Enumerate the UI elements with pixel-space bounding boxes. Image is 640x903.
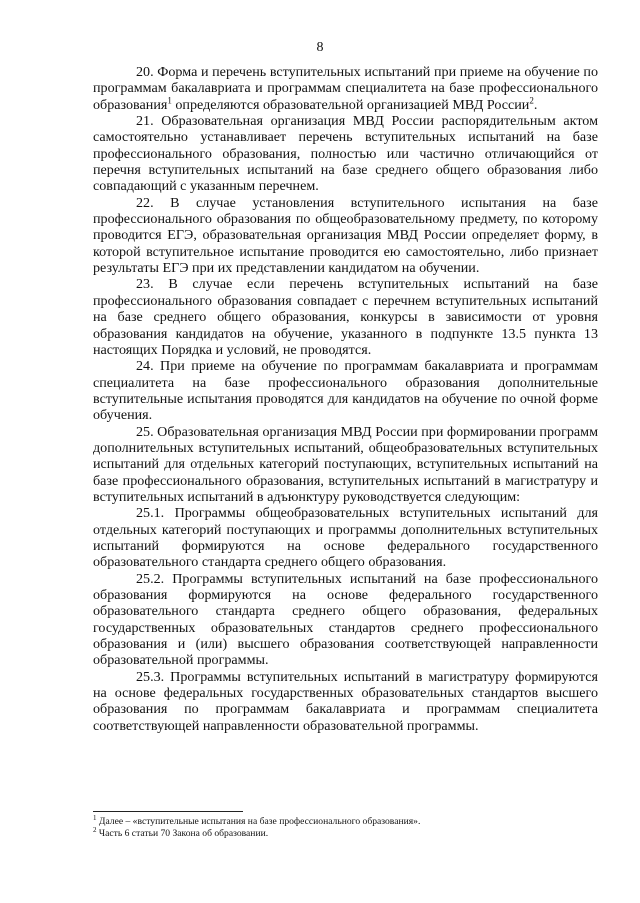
footnote-ref-2: 2 xyxy=(529,95,534,105)
paragraph-21: 21. Образовательная организация МВД России распорядительным актом самостоятельно устанавливает перечень вступительных испытаний на базе профессионального образования, полностью или частично отличающийся от перечня вступительных испытаний на базе среднего общего образования либо совпадающий с указанным перечнем. xyxy=(93,113,598,195)
paragraph-25-1: 25.1. Программы общеобразовательных вступительных испытаний для отдельных категорий поступающих и программы дополнительных вступительных испытаний формируются на основе федерального государственного образовательного стандарта среднего общего образования. xyxy=(93,505,598,571)
footnote-2: $^2$ Часть 6 статьи 70 Закона об образовании. xyxy=(93,825,269,839)
paragraph-25-2: 25.2. Программы вступительных испытаний на базе профессионального образования формируются на основе федерального государственного образовательного стандарта среднего общего образования, федеральных государственных образовательных стандартов среднего профессионального образования и (или) высшего образования соответствующей направленности образовательной программы. xyxy=(93,570,598,669)
paragraph-23: 23. В случае если перечень вступительных испытаний на базе профессионального образования совпадает с перечнем вступительных испытаний на базе среднего общего образования, конкурсы в зависимости от уровня образования кандидатов на обучение, указанного в подпункте 13.5 пункта 13 настоящих Порядка и условий, не проводятся. xyxy=(93,276,598,358)
footnotes xyxy=(93,813,598,840)
paragraph-20: 20. Форма и перечень вступительных испытаний при приеме на обучение по программам бакалавриата и программам специалитета на базе профессионального образования$^1$ определяются образовательной организацией МВД России$^2$. xyxy=(93,64,598,113)
footnote-ref-1: 1 xyxy=(167,95,172,105)
paragraph-25: 25. Образовательная организация МВД России при формировании программ дополнительных вступительных испытаний, общеобразовательных вступительных испытаний для отдельных категорий поступающих, вступительных испытаний на базе профессионального образования, вступительных испытаний в магистратуру и вступительных испытаний в адъюнктуру руководствуется следующим: xyxy=(93,423,598,505)
paragraph-25-3: 25.3. Программы вступительных испытаний в магистратуру формируются на основе федеральных государственных образовательных стандартов высшего образования по программам бакалавриата и программам специалитета соответствующей направленности образовательной программы. xyxy=(93,668,598,734)
paragraph-24: 24. При приеме на обучение по программам бакалавриата и программам специалитета на базе профессионального образования дополнительные вступительные испытания проводятся для кандидатов на обучение по очной форме обучения. xyxy=(93,358,598,424)
body-text xyxy=(93,64,598,734)
page-number: 8 xyxy=(316,40,324,55)
footnote-divider xyxy=(93,811,243,812)
footnote-1: $^1$ Далее – «вступительные испытания на базе профессионального образования». xyxy=(93,813,421,827)
paragraph-22: 22. В случае установления вступительного испытания на базе профессионального образования по общеобразовательному предмету, по которому проводится ЕГЭ, образовательная организация МВД России определяет форму, в которой вступительное испытание проводится ею самостоятельно, либо признает результаты ЕГЭ при их представлении кандидатом на обучении. xyxy=(93,194,598,277)
